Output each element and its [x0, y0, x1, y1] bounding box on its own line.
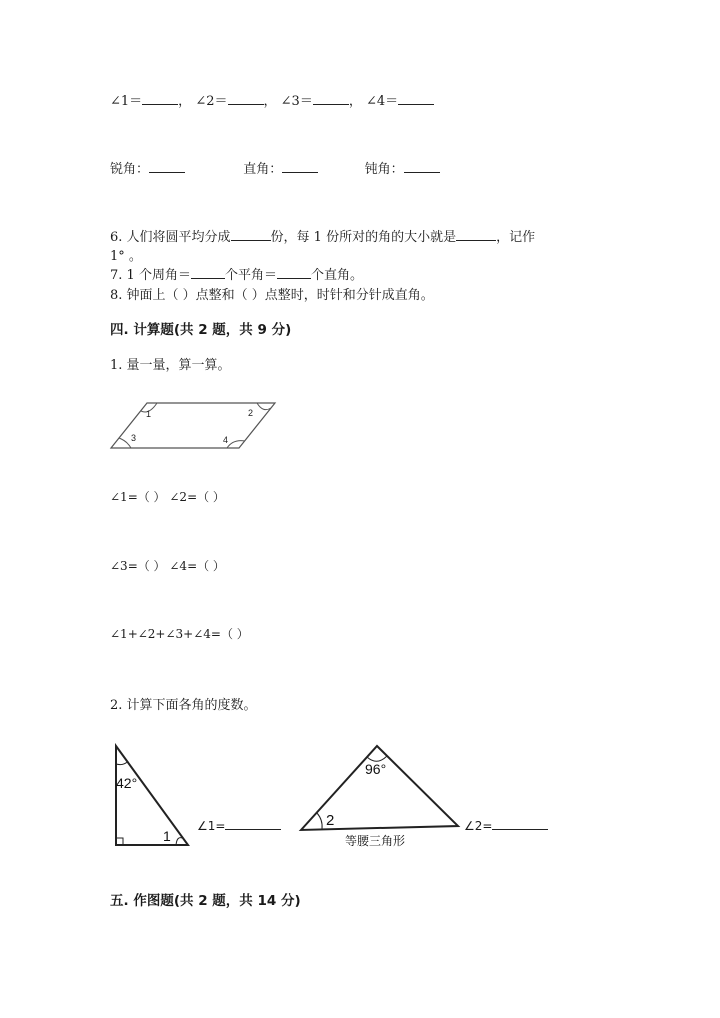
separator: ， — [348, 94, 362, 109]
calc1-row-3: ∠1+∠2+∠3+∠4=（ ） — [110, 627, 249, 641]
right-blank[interactable] — [282, 160, 318, 173]
right-label: 直角： — [243, 162, 283, 177]
angle4-label: ∠4＝ — [365, 94, 399, 109]
angles-answer-row — [110, 90, 434, 109]
q6-text-2: 份，每 1 份所对的角的大小就是 — [270, 230, 457, 245]
answer-angle2 — [464, 817, 548, 833]
tri1-angle-label: 42° — [116, 775, 138, 791]
separator: ， — [263, 94, 277, 109]
q7-blank-2[interactable] — [277, 266, 311, 279]
isosceles-triangle-figure — [295, 740, 465, 850]
tri1-angle1-label: 1 — [163, 828, 171, 844]
answer-angle1-blank[interactable] — [225, 817, 281, 830]
calc1-title: 1. 量一量，算一算。 — [110, 358, 231, 373]
q7-text-3: 个直角。 — [310, 268, 363, 283]
q7-text-1: 7. 1 个周角＝ — [110, 268, 191, 283]
calc2-title: 2. 计算下面各角的度数。 — [110, 698, 257, 713]
q7-blank-1[interactable] — [191, 266, 225, 279]
angle2-label: ∠2＝ — [195, 94, 228, 109]
q6-text-1: 6. 人们将圆平均分成 — [110, 230, 231, 245]
parallelogram-figure — [105, 395, 285, 455]
question-7 — [110, 264, 363, 283]
obtuse-label: 钝角： — [364, 162, 404, 177]
section-4-title: 四. 计算题(共 2 题，共 9 分) — [110, 322, 292, 338]
answer-angle2-blank[interactable] — [492, 817, 548, 830]
angle2-blank[interactable] — [228, 92, 264, 105]
angle-label-4: 4 — [223, 435, 229, 445]
q6-blank-1[interactable] — [231, 228, 271, 241]
answer-angle1 — [197, 817, 281, 833]
obtuse-blank[interactable] — [404, 160, 440, 173]
acute-label: 锐角： — [110, 162, 150, 177]
tri2-angle-label: 96° — [365, 761, 387, 777]
angle3-blank[interactable] — [313, 92, 349, 105]
calc1-row-2: ∠3=（ ） ∠4=（ ） — [110, 559, 225, 573]
angle3-label: ∠3＝ — [280, 94, 313, 109]
question-8: 8. 钟面上（ ）点整和（ ）点整时，时针和分针成直角。 — [110, 288, 434, 303]
angle-label-1: 1 — [146, 409, 152, 419]
answer-angle1-label: ∠1= — [197, 819, 226, 833]
tri2-caption: 等腰三角形 — [345, 834, 406, 848]
angle1-label: ∠1＝ — [110, 94, 143, 109]
q6-blank-2[interactable] — [456, 228, 496, 241]
q7-text-2: 个平角＝ — [224, 268, 277, 283]
angle1-blank[interactable] — [142, 92, 178, 105]
question-6-cont: 1° 。 — [110, 249, 142, 264]
angle-types-row — [110, 158, 440, 177]
separator: ， — [178, 94, 192, 109]
section-5-title: 五. 作图题(共 2 题，共 14 分) — [110, 893, 301, 909]
tri2-angle2-label: 2 — [326, 812, 335, 829]
angle-label-2: 2 — [248, 408, 254, 418]
q6-text-3: ，记作 — [496, 230, 536, 245]
acute-blank[interactable] — [149, 160, 185, 173]
right-triangle-figure — [110, 740, 200, 852]
angle-label-3: 3 — [131, 433, 137, 443]
angle4-blank[interactable] — [398, 92, 434, 105]
answer-angle2-label: ∠2= — [464, 819, 493, 833]
calc1-row-1: ∠1=（ ） ∠2=（ ） — [110, 490, 225, 504]
question-6 — [110, 226, 535, 245]
